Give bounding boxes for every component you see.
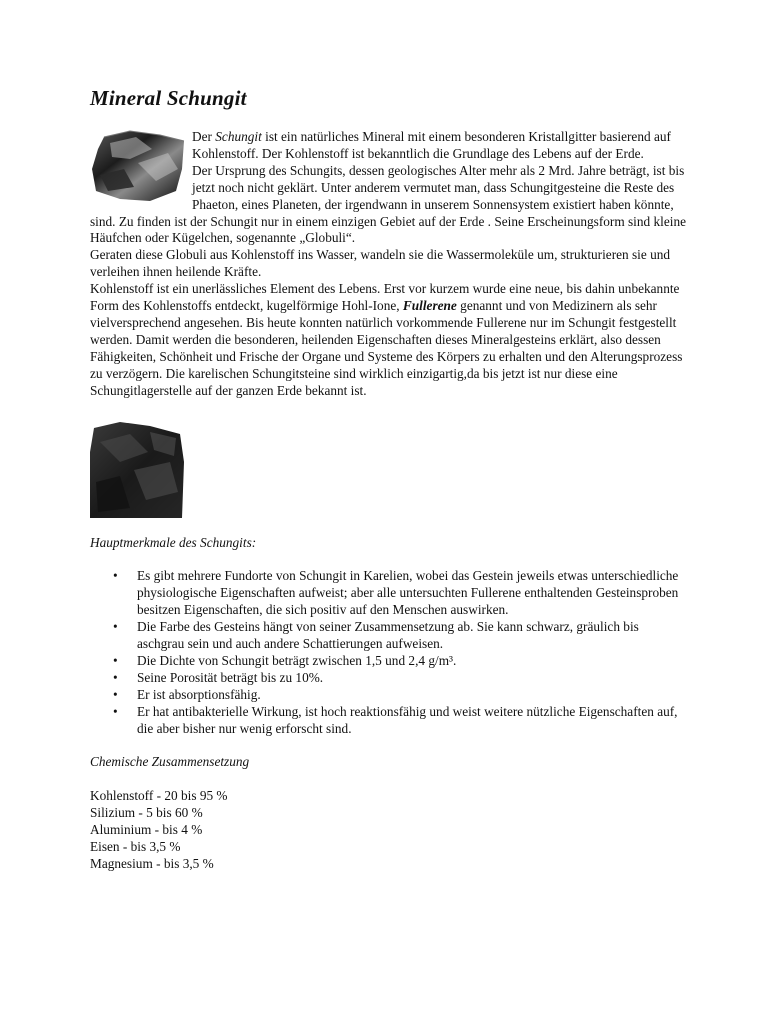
intro-section xyxy=(90,129,686,400)
fullerene-term: Fullerene xyxy=(402,298,457,314)
list-item: • Er hat antibakterielle Wirkung, ist hoch reaktionsfähig und weist weitere nützliche Eigenschaften auf, die aber bisher nur wenig erforscht sind. xyxy=(137,704,686,738)
list-item: • Die Dichte von Schungit beträgt zwischen 1,5 und 2,4 g/m³. xyxy=(137,653,686,670)
list-item: • Er ist absorptionsfähig. xyxy=(137,687,686,704)
features-list xyxy=(90,568,686,737)
list-item: Kohlenstoff - 20 bis 95 % xyxy=(90,788,228,804)
intro-paragraph-4: Kohlenstoff ist ein unerlässliches Element des Lebens. Erst vor kurzem wurde eine neue, bis dahin unbekannte Form des Kohlenstoffs entdeckt, kugelförmige Hohl-Ione, Fullerene genannt und von Medizinern als sehr vielversprechend angesehen. Bis heute konnten natürlich vorkommende Fullerene nur im Schungit festgestellt werden. Damit werden die besonderen, heilenden Eigenschaften dieses Mineralgesteins erklärt, also dessen Fähigkeiten, Schönheit und Frische der Organe und Systeme des Körpers zu erhalten und den Alterungsprozess zu verzögern. Die karelischen Schungitsteine sind wirklich einzigartig,da bis jetzt ist nur diese eine Schungitlagerstelle auf der ganzen Erde bekannt ist. xyxy=(90,281,683,398)
document-page xyxy=(90,84,686,873)
intro-paragraph-3: Geraten diese Globuli aus Kohlenstoff ins Wasser, wandeln sie die Wassermoleküle um, strukturieren sie und verleihen ihnen heilende Kräfte. xyxy=(90,247,671,280)
list-item: Eisen - bis 3,5 % xyxy=(90,839,181,855)
schungit-term: Schungit xyxy=(215,129,262,144)
page-title: Mineral Schungit xyxy=(90,86,247,110)
intro-paragraph-1: Der Schungit ist ein natürliches Mineral mit einem besonderen Kristallgitter basierend auf Kohlenstoff. Der Kohlenstoff ist bekanntlich die Grundlage des Lebens auf der Erde. xyxy=(192,129,671,161)
features-heading: Hauptmerkmale des Schungits: xyxy=(90,534,257,550)
list-item: • Es gibt mehrere Fundorte von Schungit in Karelien, wobei das Gestein jeweils etwas unterschiedliche physiologische Eigenschaften aufweist; aber alle untersuchten Fullerene enthaltenden Gesteinsproben besitzen Eigenschaften, die sich positiv auf den Menschen auswirken. xyxy=(137,568,686,619)
chemistry-heading: Chemische Zusammensetzung xyxy=(90,754,250,770)
schungit-stone-image xyxy=(90,129,186,207)
list-item: • Seine Porosität beträgt bis zu 10%. xyxy=(137,670,686,687)
list-item: Silizium - 5 bis 60 % xyxy=(90,805,203,821)
intro-paragraph-2: Der Ursprung des Schungits, dessen geologisches Alter mehr als 2 Mrd. Jahre beträgt, ist bis jetzt noch nicht geklärt. Unter anderem vermutet man, dass Schungitgesteine die Reste des Phaeton, eines Planeten, der irgendwann in unserem Sonnensystem existiert haben könnte, sind. Zu finden ist der Schungit nur in einem einzigen Gebiet auf der Erde . Seine Erscheinungsform sind kleine Häufchen oder Kügelchen, sogenannte „Globuli“. xyxy=(90,162,686,246)
list-item: Aluminium - bis 4 % xyxy=(90,822,203,838)
list-item: Magnesium - bis 3,5 % xyxy=(90,856,214,871)
list-item: • Die Farbe des Gesteins hängt von seiner Zusammensetzung ab. Sie kann schwarz, gräulich bis aschgrau sein und auch andere Schattierungen aufweisen. xyxy=(137,619,686,653)
schungit-rock-photo xyxy=(90,422,184,518)
chemistry-list xyxy=(90,788,686,873)
